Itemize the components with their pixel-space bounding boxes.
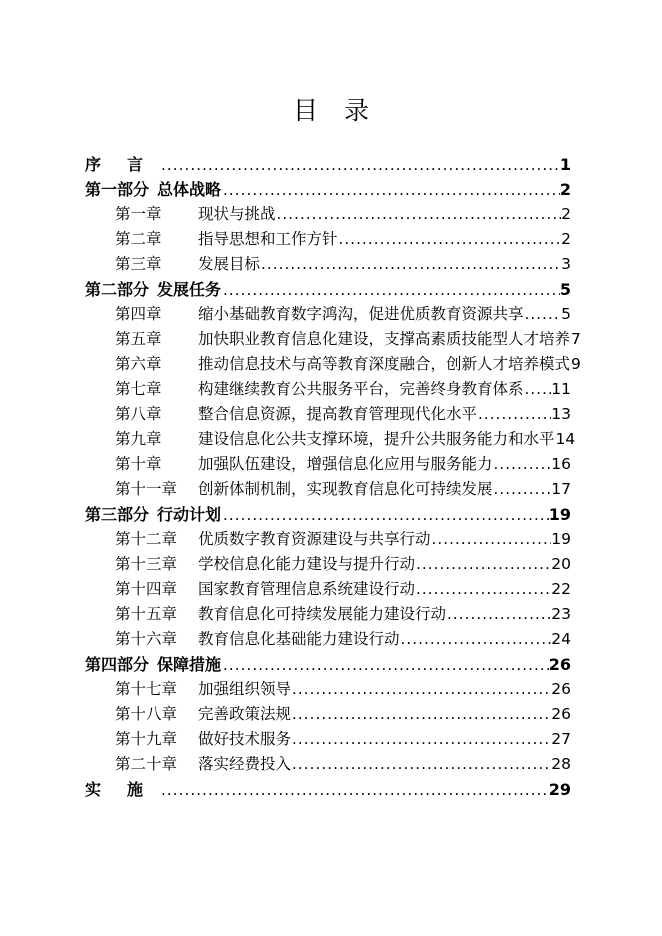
toc-entry-page-number: 13 [551,405,571,423]
toc-entry[interactable] [85,202,571,227]
toc-entry[interactable] [85,252,571,277]
toc-entry[interactable] [85,777,571,802]
toc-entry-page-number: 14 [555,430,576,448]
toc-entry-page-number: 9 [571,355,581,373]
toc-entry[interactable] [85,302,571,327]
dot-leader [292,702,551,727]
toc-entry-page-number: 5 [561,305,571,323]
toc-entry-title: 国家教育管理信息系统建设行动 [198,580,416,598]
toc-entry-label: 第十八章 [115,705,178,723]
toc-entry-page-number: 20 [551,555,571,573]
dot-leader [494,477,552,502]
toc-entry-title: 现状与挑战 [198,205,276,223]
toc-entry-label: 第十九章 [115,730,178,748]
toc-entry-page-number: 23 [551,605,571,623]
toc-entry[interactable] [85,327,581,352]
toc-entry-label: 第五章 [115,330,162,348]
toc-entry[interactable] [85,402,571,427]
toc-entry[interactable] [85,577,571,602]
toc-entry[interactable] [85,452,571,477]
toc-entry[interactable] [85,552,571,577]
toc-entry-page-number: 17 [551,480,571,498]
dot-leader [292,727,551,752]
toc-entry-title: 发展目标 [198,255,261,273]
toc-entry-label: 第十章 [115,455,162,473]
toc-entry-label: 第十七章 [115,680,178,698]
toc-entry-title: 保障措施 [157,655,222,674]
toc-entry-label: 第二部分 发展任务 [85,280,222,299]
dot-leader [416,552,551,577]
toc-entry-title: 行动计划 [157,505,222,524]
toc-entry-label: 第十二章 [115,530,178,548]
dot-leader [223,178,560,203]
toc-entry-title: 加强队伍建设，增强信息化应用与服务能力 [198,455,493,473]
page-title-char-1: 目 [292,96,318,125]
toc-entry-label: 序 言 [85,155,144,174]
toc-entry-title: 总体战略 [157,180,222,199]
toc-entry-label: 第七章 [115,380,162,398]
toc-entry-label: 第九章 [115,430,162,448]
dot-leader [525,377,552,402]
toc-entry[interactable] [85,677,571,702]
dot-leader [525,302,562,327]
toc-entry[interactable] [85,277,571,302]
toc-entry-title: 教育信息化可持续发展能力建设行动 [198,605,447,623]
dot-leader [223,653,549,678]
dot-leader [416,577,551,602]
dot-leader [292,677,551,702]
toc-entry-page-number: 16 [551,455,571,473]
toc-entry[interactable] [85,627,571,652]
toc-entry-label: 第四部分 保障措施 [85,655,222,674]
toc-entry[interactable] [85,152,571,177]
toc-entry-label: 实 施 [85,780,144,799]
toc-entry-title: 发展任务 [157,280,222,299]
dot-leader [478,402,551,427]
toc-entry-label: 第十五章 [115,605,178,623]
toc-entry-title: 建设信息化公共支撑环境，提升公共服务能力和水平 [198,430,555,448]
toc-entry-title: 做好技术服务 [198,730,292,748]
toc-entry-page-number: 1 [559,155,571,174]
toc-entry-page-number: 26 [551,680,571,698]
toc-entry-page-number: 2 [561,205,571,223]
dot-leader [161,153,560,178]
toc-entry-page-number: 3 [561,255,571,273]
toc-entry-page-number: 19 [548,505,571,524]
toc-entry-title: 教育信息化基础能力建设行动 [198,630,400,648]
toc-entry-title: 优质数字教育资源建设与共享行动 [198,530,431,548]
toc-entry-page-number: 28 [551,755,571,773]
toc-entry-label: 第三章 [115,255,162,273]
toc-entry-title: 推动信息技术与高等教育深度融合，创新人才培养模式 [198,355,571,373]
toc-entry[interactable] [85,727,571,752]
dot-leader [277,202,562,227]
toc-entry-page-number: 2 [561,230,571,248]
toc-entry-title: 构建继续教育公共服务平台，完善终身教育体系 [198,380,524,398]
toc-entry-page-number: 19 [551,530,571,548]
toc-entry-label: 第三部分 行动计划 [85,505,222,524]
toc-entry[interactable] [85,177,571,202]
toc-entry-title: 加快职业教育信息化建设，支撑高素质技能型人才培养 [198,330,571,348]
toc-entry[interactable] [85,652,571,677]
toc-entry-label: 第十四章 [115,580,178,598]
toc-entry[interactable] [85,377,571,402]
toc-entry[interactable] [85,352,581,377]
dot-leader [339,227,562,252]
toc-entry-label: 第二十章 [115,755,178,773]
toc-entry-title: 学校信息化能力建设与提升行动 [198,555,416,573]
toc-entry[interactable] [85,752,571,777]
toc-entry-page-number: 26 [548,655,571,674]
toc-entry-page-number: 2 [559,180,571,199]
dot-leader [261,252,561,277]
toc-entry-title: 完善政策法规 [198,705,292,723]
toc-entry-title: 指导思想和工作方针 [198,230,338,248]
dot-leader [401,627,552,652]
toc-entry-label: 第一章 [115,205,162,223]
toc-entry-label: 第八章 [115,405,162,423]
page-title-char-2: 录 [344,96,370,125]
toc-entry[interactable] [85,227,571,252]
dot-leader [292,752,551,777]
toc-entry-label: 第一部分 总体战略 [85,180,222,199]
toc-entry[interactable] [85,527,571,552]
page-title [0,96,662,126]
toc-entry-label: 第二章 [115,230,162,248]
toc-entry-title: 整合信息资源，提高教育管理现代化水平 [198,405,478,423]
toc-entry-page-number: 26 [551,705,571,723]
toc-entry-title: 创新体制机制，实现教育信息化可持续发展 [198,480,493,498]
toc-entry-page-number: 11 [551,380,571,398]
toc-entry-label: 第十六章 [115,630,178,648]
toc-entry-title: 加强组织领导 [198,680,292,698]
toc-entry-page-number: 24 [551,630,571,648]
toc-entry-page-number: 22 [551,580,571,598]
dot-leader [447,602,551,627]
toc-entry-page-number: 27 [551,730,571,748]
toc-entry-title: 缩小基础教育数字鸿沟，促进优质教育资源共享 [198,305,524,323]
toc-entry[interactable] [85,702,571,727]
dot-leader [161,778,549,803]
toc-entry[interactable] [85,602,571,627]
table-of-contents [85,152,581,802]
dot-leader [223,503,549,528]
toc-entry[interactable] [85,502,571,527]
toc-entry[interactable] [85,427,576,452]
toc-entry[interactable] [85,477,571,502]
toc-entry-page-number: 7 [571,330,581,348]
toc-entry-title: 落实经费投入 [198,755,292,773]
toc-entry-page-number: 5 [559,280,571,299]
dot-leader [223,278,560,303]
toc-entry-label: 第十一章 [115,480,178,498]
toc-entry-label: 第四章 [115,305,162,323]
toc-entry-page-number: 29 [548,780,571,799]
toc-entry-label: 第六章 [115,355,162,373]
dot-leader [432,527,552,552]
toc-entry-label: 第十三章 [115,555,178,573]
dot-leader [494,452,552,477]
